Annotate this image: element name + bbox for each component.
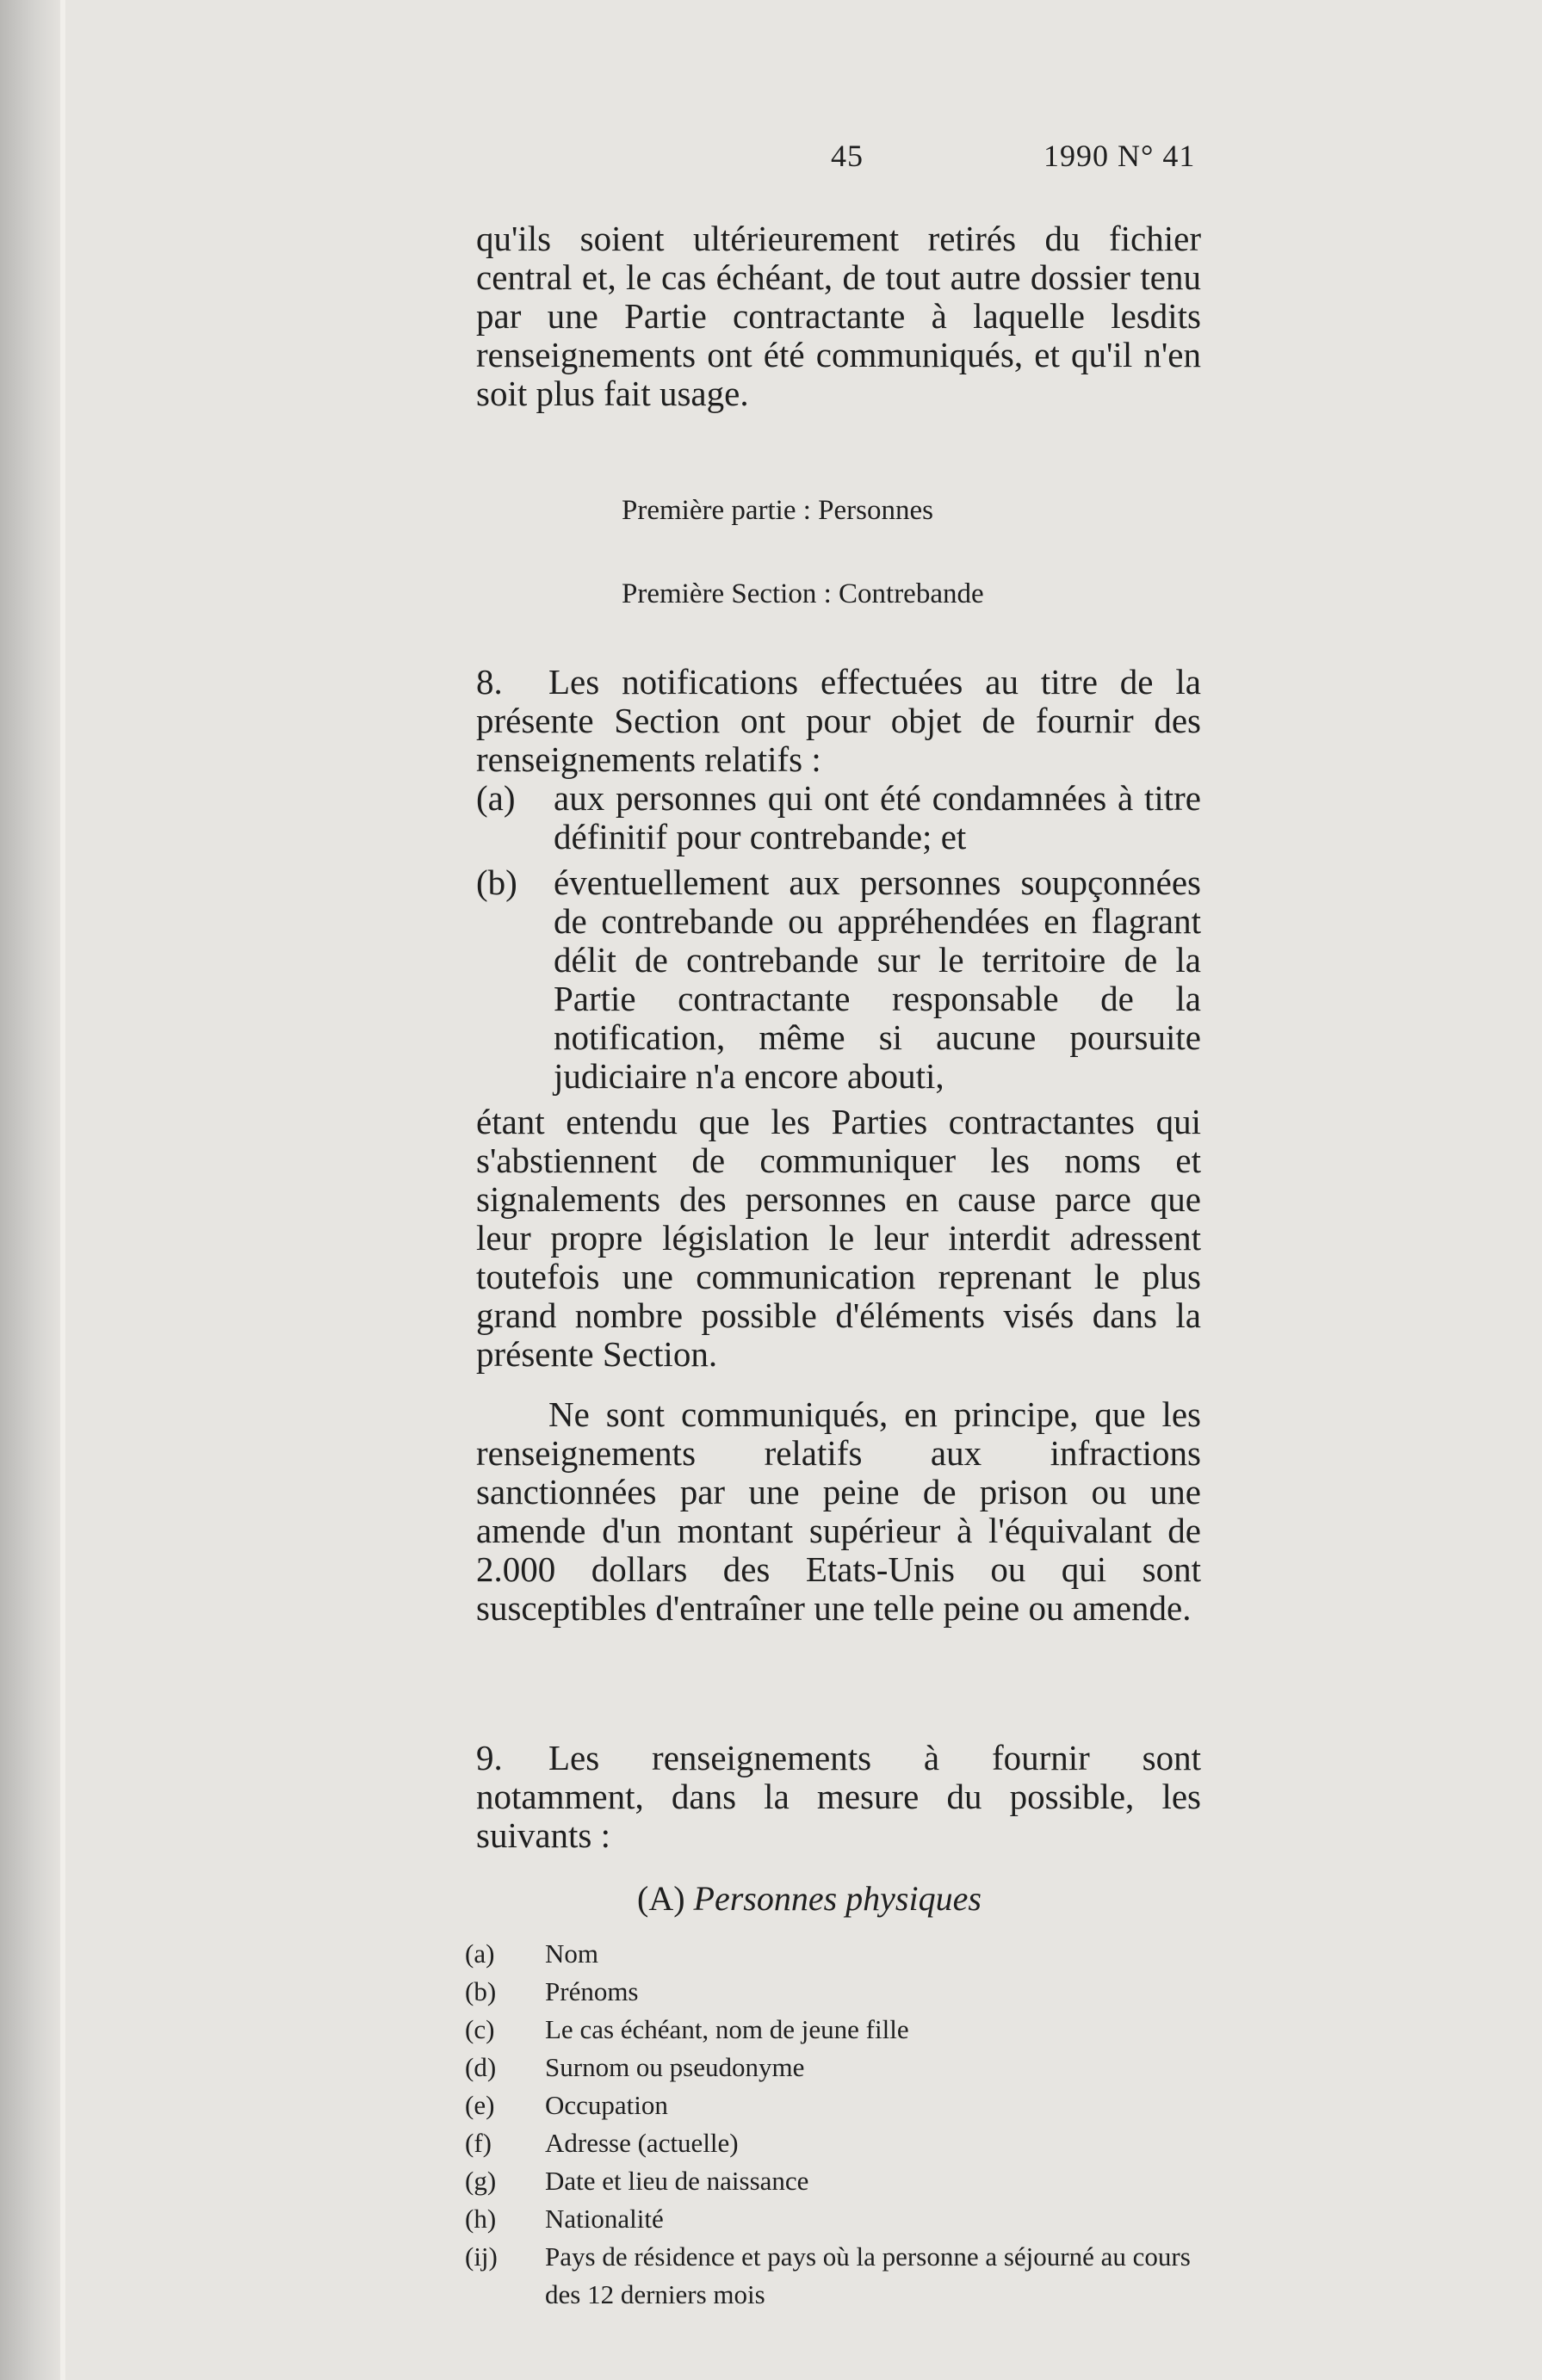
list-label: (f) xyxy=(465,2128,492,2158)
list-item xyxy=(465,1935,1223,1973)
section-heading: Première Section : Contrebande xyxy=(622,578,984,609)
list-label: (g) xyxy=(465,2166,497,2196)
list-label: (c) xyxy=(465,2014,495,2044)
list-text: Date et lieu de naissance xyxy=(545,2166,809,2196)
list-item xyxy=(465,2238,1223,2314)
article-8-second-paragraph: Ne sont communiqués, en principe, que les renseignements relatifs aux infractions sanctionnées par une peine de prison ou une amende d'un montant supérieur à l'équivalant de 2.000 dollars des Etats-Unis ou qui sont susceptibles d'entraîner une telle peine ou amende. xyxy=(476,1394,1201,1628)
intro-paragraph: qu'ils soient ultérieurement retirés du fichier central et, le cas échéant, de tout autre dossier tenu par une Partie contractante à laquelle lesdits renseignements ont été communiqués, et qu'il n'en soit plus fait usage. xyxy=(476,219,1201,413)
list-label: (b) xyxy=(465,1976,497,2006)
item-label: (a) xyxy=(476,778,516,818)
subsection-name: Personnes physiques xyxy=(693,1879,982,1918)
item-text: éventuellement aux personnes soupçonnées de contrebande ou appréhendées en flagrant délit de contrebande sur le territoire de la Partie contractante responsable de la notification, même si aucune poursuite judiciaire n'a encore abouti, xyxy=(554,862,1201,1096)
list-label: (h) xyxy=(465,2204,497,2234)
personal-data-list xyxy=(465,1935,1223,2314)
part-heading: Première partie : Personnes xyxy=(622,495,933,526)
list-item xyxy=(465,2011,1223,2049)
list-item xyxy=(465,2200,1223,2238)
article-8-item-a xyxy=(476,779,1201,856)
list-item xyxy=(465,2162,1223,2200)
book-gutter xyxy=(0,0,60,2380)
list-label: (ij) xyxy=(465,2241,498,2272)
article-8 xyxy=(476,663,1201,1628)
page-number: 45 xyxy=(831,139,864,173)
list-text: Adresse (actuelle) xyxy=(545,2128,739,2158)
document-reference: 1990 N° 41 xyxy=(1043,139,1196,173)
article-number: 8. xyxy=(476,662,503,702)
article-9-lead-text: Les renseignements à fournir sont notamment, dans la mesure du possible, les suivants : xyxy=(476,1738,1201,1855)
list-item xyxy=(465,2124,1223,2162)
list-text: Le cas échéant, nom de jeune fille xyxy=(545,2014,909,2044)
list-text: Pays de résidence et pays où la personne a séjourné au cours des 12 derniers mois xyxy=(545,2241,1191,2309)
list-item xyxy=(465,2049,1223,2086)
list-item xyxy=(465,1973,1223,2011)
list-text: Surnom ou pseudonyme xyxy=(545,2052,805,2082)
list-text: Nom xyxy=(545,1938,598,1969)
page-edge xyxy=(60,0,65,2380)
list-text: Prénoms xyxy=(545,1976,639,2006)
subsection-title xyxy=(637,1878,982,1919)
article-8-lead xyxy=(476,663,1201,779)
article-8-continuation: étant entendu que les Parties contractantes qui s'abstiennent de communiquer les noms et signalements des personnes en cause parce que leur propre législation le leur interdit adressent toutefois une communication reprenant le plus grand nombre possible d'éléments visés dans la présente Section. xyxy=(476,1102,1201,1374)
list-label: (e) xyxy=(465,2090,495,2120)
list-text: Occupation xyxy=(545,2090,668,2120)
list-item xyxy=(465,2086,1223,2124)
article-8-lead-text: Les notifications effectuées au titre de la présente Section ont pour objet de fournir des renseignements relatifs : xyxy=(476,662,1201,779)
list-text: Nationalité xyxy=(545,2204,664,2234)
list-label: (d) xyxy=(465,2052,497,2082)
article-8-item-b xyxy=(476,863,1201,1096)
list-label: (a) xyxy=(465,1938,495,1969)
item-label: (b) xyxy=(476,862,517,902)
article-9-lead xyxy=(476,1739,1201,1855)
article-number: 9. xyxy=(476,1738,503,1777)
item-text: aux personnes qui ont été condamnées à titre définitif pour contrebande; et xyxy=(554,778,1201,856)
subsection-label: (A) xyxy=(637,1879,685,1918)
